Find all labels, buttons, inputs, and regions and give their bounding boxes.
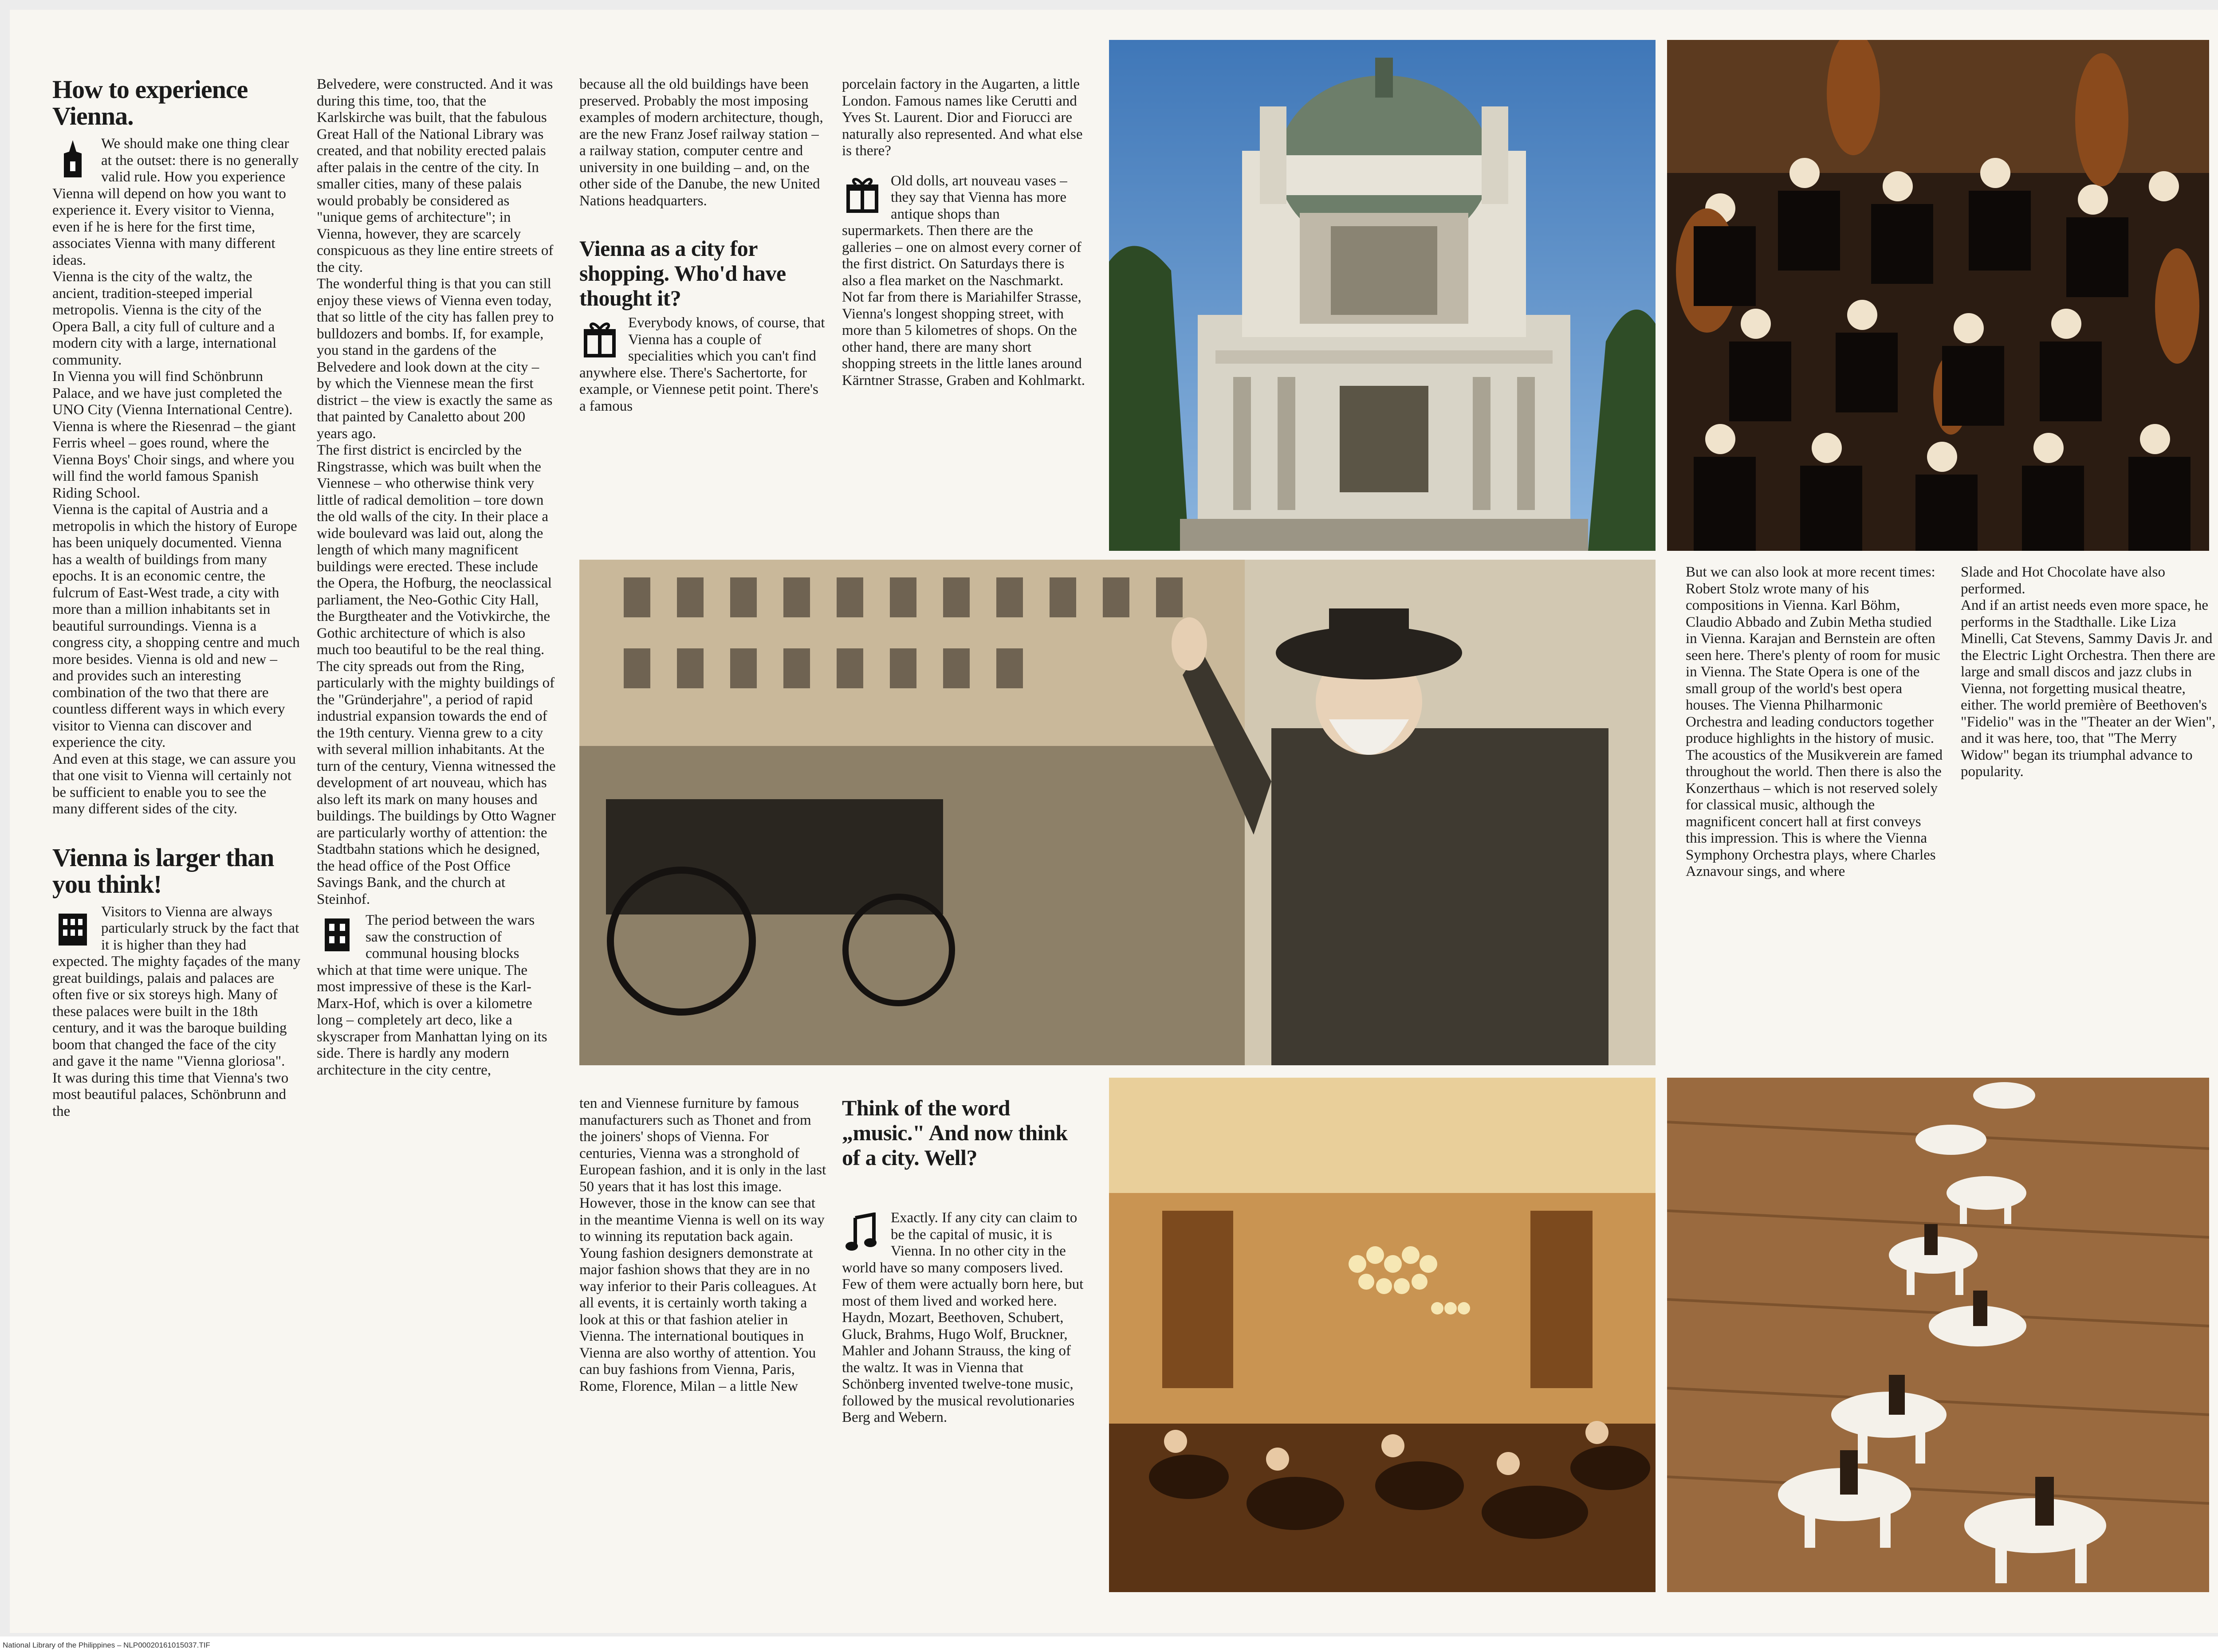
column-5: But we can also look at more recent times: Robert Stolz wrote many of his compositions in Vienna. Karl Böhm, Claudio Abbado and Zubin Metha studied in Vienna. Karajan and Bernstein are often seen here. There's plenty of room for music in Vienna. The State Opera is one of the small group of the world's best opera houses. The Vienna Philharmonic Orchestra and leading conductors together produce highlights in the history of music. The acoustics of the Musikverein are famed throughout the world. Then there is also the Konzerthaus – which is not reserved solely for classical music, although the magnificent concert hall at first conveys this impression. This is where the Vienna Symphony Orchestra plays, where Charles Aznavour sings, and where bbox=[1686, 564, 1943, 879]
photo-orchestra bbox=[1667, 40, 2209, 551]
photo-coffee-house bbox=[1109, 1078, 1656, 1592]
heading-music: Think of the word „music." And now think of a city. Well? bbox=[842, 1095, 1068, 1170]
column-4: porcelain factory in the Augarten, a little London. Famous names like Cerutti and Yves St. Laurent. Dior and Fiorucci are naturally also represented. And what else is there? Old dolls, art nouveau vases – they say that Vienna has more antique shops than supermarkets. Then there are the galleries – one on almost every corner of the first district. On Saturdays there is also a flea market on the Naschmarkt. Not far from there is Mariahilfer Strasse, Vienna's longest shopping street, with more than 5 kilometres of shops. On the other hand, there are many short shopping streets in the little lanes around Kärntner Strasse, Graben and Kohlmarkt. bbox=[842, 76, 1085, 388]
palace-icon bbox=[317, 912, 358, 953]
gift-box-icon bbox=[579, 318, 620, 358]
palace-facade-icon bbox=[52, 906, 93, 947]
scan-footer-label: National Library of the Philippines – NLP00020161015037.TIF bbox=[3, 1641, 210, 1649]
column-3: because all the old buildings have been preserved. Probably the most imposing examples of modern architecture, though, are the new Franz Josef railway station – a railway station, computer centre and university in one building – and, on the other side of the Danube, the new United Nations headquarters. Vienna as a city for shopping. Who'd have thought it? Everybody knows, of course, that Vienna has a couple of specialities which you can't find anywhere else. There's Sachertorte, for example, or Viennese petit point. There's a famous bbox=[579, 76, 828, 555]
photo-fiaker-coachman bbox=[579, 560, 1656, 1065]
scan-footer-strip bbox=[0, 1636, 2218, 1652]
column-2: Belvedere, were constructed. And it was during this time, too, that the Karlskirche was built, that the fabulous Great Hall of the National Library was created, and that nobility erected palais after palais in the centre of the city. In smaller cities, many of these palais would probably be considered as "unique gems of architecture"; in Vienna, however, they are scarcely conspicuous as they line entire streets of the city. The wonderful thing is that you can still enjoy these views of Vienna even today, that so little of the city has fallen prey to bulldozers and bombs. If, for example, you stand in the gardens of the Belvedere and look down at the city – by which the Viennese mean the first district – the view is exactly the same as that painted by Canaletto about 200 years ago. The first district is encircled by the Ringstrasse, which was built when the Viennese – who otherwise think very little of radical demolition – tore down the old walls of the city. In their place a wide boulevard was laid out, along the length of which many magnificent buildings were erected. These include the Opera, the Hofburg, the neoclassical parliament, the Neo-Gothic City Hall, the Burgtheater and the Votivkirche, the Gothic architecture of which is also much too beautiful to be the real thing. The city spreads out from the Ring, particularly with the mighty buildings of the "Gründerjahre", a period of rapid industrial expansion towards the end of the 19th century. Vienna grew to a city with several million inhabitants. At the turn of the century, Vienna witnessed the development of art nouveau, which has also left its mark on many houses and buildings. The buildings by Otto Wagner are particularly worthy of attention: the Stadtbahn stations which he designed, the head office of the Post Office Savings Bank, and the church at Steinhof. The period between the wars saw the construction of communal housing blocks which at that time were unique. The most impressive of these is the Karl-Marx-Hof, which is over a kilometre long – completely art deco, like a skyscraper from Manhattan lying on its side. There is hardly any modern architecture in the city centre, bbox=[317, 76, 556, 1078]
photo-spanish-riding-school bbox=[1667, 1078, 2209, 1592]
heading-vienna-larger: Vienna is larger than you think! bbox=[52, 843, 274, 899]
gift-box-icon bbox=[842, 173, 883, 214]
photo-steinhof-church bbox=[1109, 40, 1656, 551]
column-3-lower: ten and Viennese furniture by famous manufacturers such as Thonet and from the joiners' shops of Vienna. For centuries, Vienna was a stronghold of European fashion, and it is only in the last 50 years that it has lost this image. However, those in the know can see that in the meantime Vienna is well on its way to winning its reputation back again. Young fashion designers demonstrate at major fashion shows that they are in no way inferior to their Paris colleagues. At all events, it is certainly worth taking a look at this or that fashion atelier in Vienna. The international boutiques in Vienna are also worthy of attention. You can buy fashions from Vienna, Paris, Rome, Florence, Milan – a little New bbox=[579, 1095, 826, 1394]
column-4-lower: Think of the word „music." And now think of a city. Well? Exactly. If any city can claim to be the capital of music, it is Vienna. In no other city in the world have so many composers lived. Few of them were actually born here, but most of them lived and worked here. Haydn, Mozart, Beethoven, Schubert, Gluck, Brahms, Hugo Wolf, Bruckner, Mahler and Johann Strauss, the king of the waltz. It was in Vienna that Schönberg invented twelve-tone music, followed by the musical revolutionaries Berg and Webern. bbox=[842, 1095, 1085, 1597]
column-1: How to experience Vienna. We should make one thing clear at the outset: there is no generally valid rule. How you experience Vienna will depend on how you want to experience it. Every visitor to Vienna, even if he is here for the first time, associates Vienna with many different ideas. Vienna is the city of the waltz, the ancient, tradition-steeped imperial metropolis. Vienna is the city of the Opera Ball, a city full of culture and a modern city with a large, international community. In Vienna you will find Schönbrunn Palace, and we have just completed the UNO City (Vienna International Centre). Vienna is where the Riesenrad – the giant Ferris wheel – goes round, where the Vienna Boys' Choir sings, and where you will find the world famous Spanish Riding School. Vienna is the capital of Austria and a metropolis in which the history of Europe has been uniquely documented. Vienna has a wealth of buildings from many epochs. It is an economic centre, the fulcrum of East-West trade, a city with more than a million inhabitants set in beautiful surroundings. Vienna is a congress city, a shopping centre and much more besides. Vienna is old and new – and provides such an interesting combination of the two that there are countless different ways in which every visitor to Vienna can discover and experience the city. And even at this stage, we can assure you that one visit to Vienna will certainly not be sufficient to enable you to see the many different sides of the city. Vienna is larger than you think! Visitors to Vienna are always particularly struck by the fact that it is higher than they had expected. The mighty façades of the many great buildings, palais and palaces are often five or six storeys high. Many of these palaces were built in the 18th century, and it was the baroque building boom that changed the face of the city and gave it the name "Vienna gloriosa". It was during this time that Vienna's two most beautiful palaces, Schönbrunn and the bbox=[52, 76, 301, 1119]
music-note-icon bbox=[842, 1213, 883, 1253]
st-stephens-icon bbox=[52, 138, 93, 179]
heading-shopping-city: Vienna as a city for shopping. Who'd have thought it? bbox=[579, 236, 786, 310]
heading-how-to-experience: How to experience Vienna. bbox=[52, 76, 248, 130]
column-6: Slade and Hot Chocolate have also performed. And if an artist needs even more space, he performs in the Stadthalle. Like Liza Minelli, Cat Stevens, Sammy Davis Jr. and the Electric Light Orchestra. Then there are large and small discos and jazz clubs in Vienna, not forgetting musical theatre, either. The world première of Beethoven's "Fidelio" was in the "Theater an der Wien", and it was here, too, that "The Merry Widow" began its triumphal advance to popularity. bbox=[1961, 564, 2216, 780]
